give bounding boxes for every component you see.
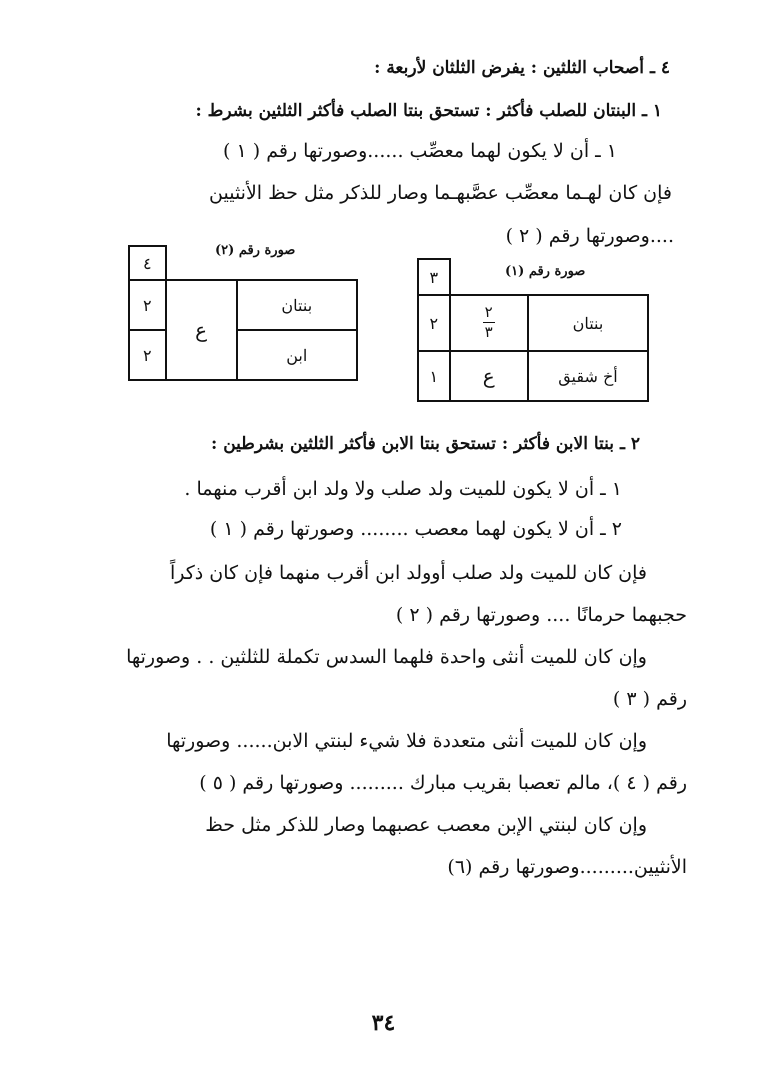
paragraph-line: الأنثيين.........وصورتها رقم (٦) [447,856,687,878]
paragraph-line: وإن كان لبنتي الإبن معصب عصبهما وصار للذكر مثل حظ [205,814,647,836]
figure-1-heir: بنتان [528,295,648,351]
paragraph-line: وإن كان للميت أنثى متعددة فلا شيء لبنتي الابن...... وصورتها [166,730,647,752]
figure-1-share: ع [450,351,528,401]
figure-2-base: ٤ [129,246,166,280]
figure-2-portion: ٢ [129,330,166,380]
figure-1-portion: ٢ [418,295,450,351]
figure-2-caption: صورة رقم (٢) [215,243,296,258]
condition-1: ١ ـ أن لا يكون للميت ولد صلب ولا ولد ابن أقرب منهما . [184,478,622,500]
figure-2-heir: بنتان [237,280,357,330]
figure-1-table [417,258,649,402]
fraction-numerator: ٢ [484,303,493,321]
figure-1-portion: ١ [418,351,450,401]
paragraph-line: فإن كان لهـما معصِّب عصَّبهـما وصار للذكر مثل حظ الأنثيين [209,182,672,204]
paragraph-line: حجبهما حرمانًا .... وصورتها رقم ( ٢ ) [395,604,687,626]
subheading-1: ١ ـ البنتان للصلب فأكثر : تستحق بنتا الصلب فأكثر الثلثين بشرط : [195,101,662,121]
paragraph-line: رقم ( ٤ )، مالم تعصبا بقريب مبارك ......... وصورتها رقم ( ٥ ) [199,772,687,794]
figure-1-base: ٣ [418,259,450,295]
page-number: ٣٤ [371,1010,396,1036]
figure-1-fraction [450,295,528,351]
figure-1-heir: أخ شقيق [528,351,648,401]
figure-2-table [128,245,358,381]
figure-2-portion: ٢ [129,280,166,330]
figure-2-share: ع [166,280,237,380]
paragraph-line: ....وصورتها رقم ( ٢ ) [505,225,674,247]
paragraph-line: وإن كان للميت أنثى واحدة فلهما السدس تكملة للثلثين . . وصورتها [126,646,647,668]
condition-1: ١ ـ أن لا يكون لهما معصِّب ......وصورتها رقم ( ١ ) [223,140,617,162]
condition-2: ٢ ـ أن لا يكون لهما معصب ........ وصورتها رقم ( ١ ) [209,518,622,540]
section-heading: ٤ ـ أصحاب الثلثين : يفرض الثلثان لأربعة : [374,58,670,78]
paragraph-line: فإن كان للميت ولد صلب أوولد ابن أقرب منهما فإن كان ذكراً [170,562,647,584]
figure-2-heir: ابن [237,330,357,380]
figure-1-caption: صورة رقم (١) [505,264,586,279]
paragraph-line: رقم ( ٣ ) [612,688,687,710]
fraction-denominator: ٣ [484,323,493,341]
subheading-2: ٢ ـ بنتا الابن فأكثر : تستحق بنتا الابن فأكثر الثلثين بشرطين : [211,434,640,454]
